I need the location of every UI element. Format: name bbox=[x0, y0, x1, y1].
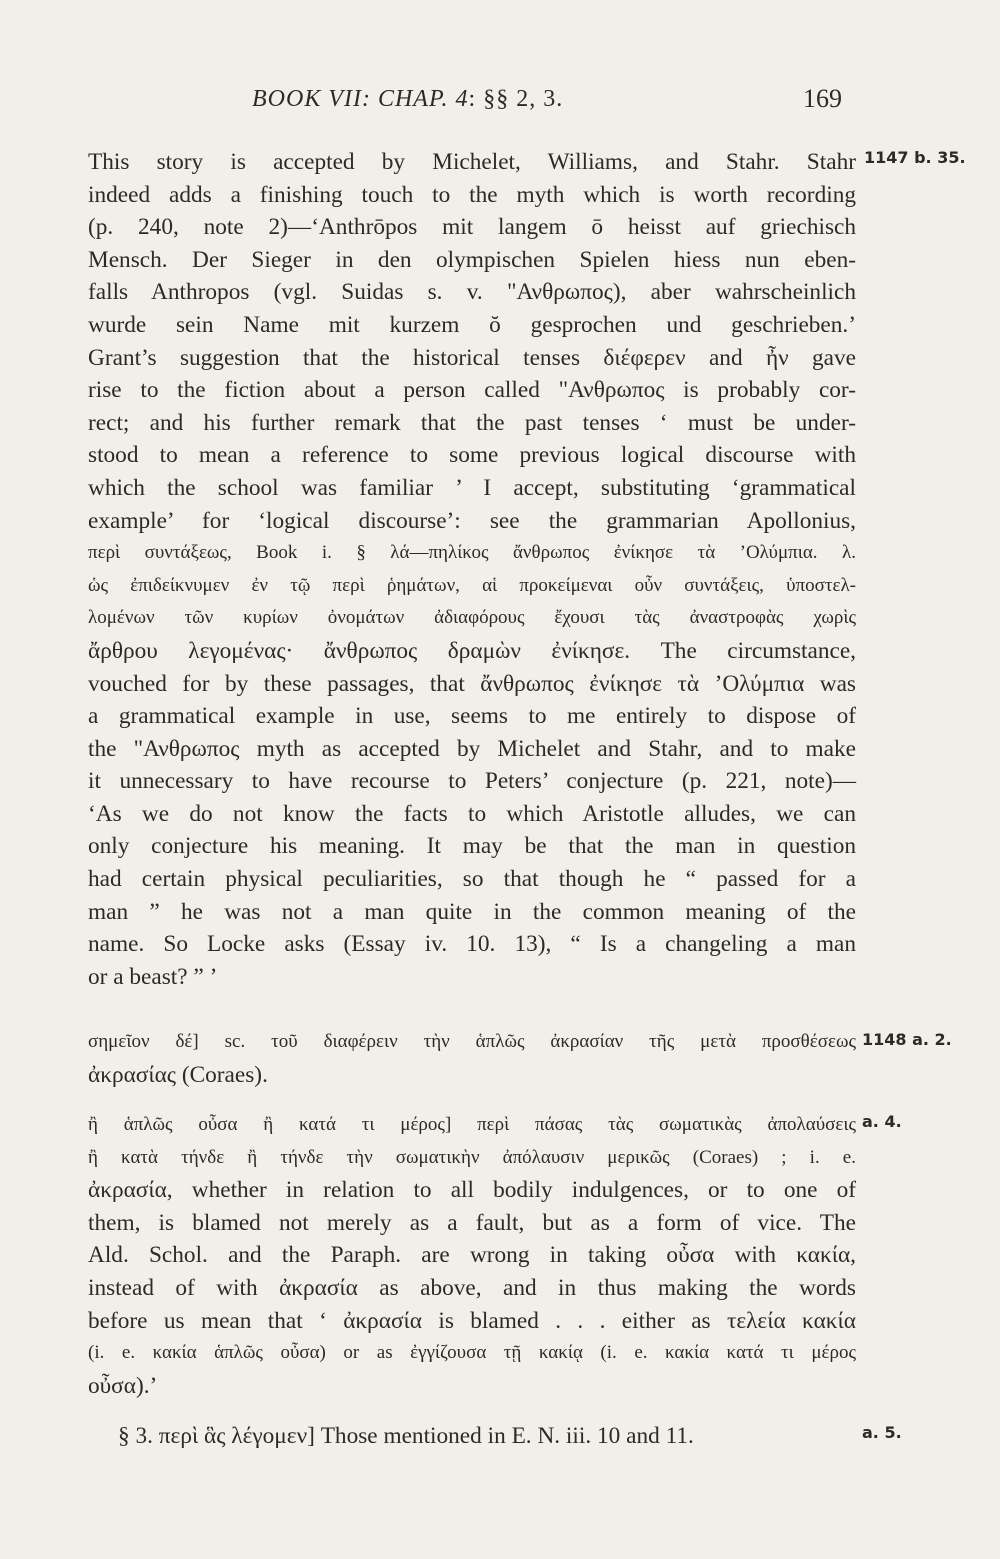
margin-reference: 1148 a. 2. bbox=[862, 1030, 952, 1049]
text-line: ἀκρασίας (Coraes). bbox=[88, 1061, 268, 1088]
greek-line: ὡς ἐπιδείκνυμεν ἐν τῷ περὶ ῥημάτων, αἱ προκείμεναι οὖν συντάξεις, ὑποστελ- bbox=[88, 574, 856, 596]
page-number: 169 bbox=[803, 84, 842, 113]
text-line: ἄρθρου λεγομένας· ἄνθρωπος δραμὼν ἐνίκησε. The circumstance, bbox=[88, 637, 856, 664]
running-head-sections: : §§ 2, 3. bbox=[468, 86, 564, 112]
text-line: instead of with ἀκρασία as above, and in thus making the words bbox=[88, 1274, 856, 1301]
margin-reference: 1147 b. 35. bbox=[864, 148, 966, 167]
text-line: Grant’s suggestion that the historical tenses διέφερεν and ἦν gave bbox=[88, 344, 856, 371]
text-line: rise to the fiction about a person called "Ανθρωπος is probably cor- bbox=[88, 377, 856, 404]
text-line: had certain physical peculiarities, so that though he “ passed for a bbox=[88, 866, 856, 893]
text-line: (p. 240, note 2)—‘Anthrōpos mit langem ō heisst auf griechisch bbox=[88, 214, 856, 241]
greek-line: λομένων τῶν κυρίων ὀνομάτων ἀδιαφόρους ἔχουσι τὰς ἀναστροφὰς χωρὶς bbox=[88, 607, 856, 629]
running-head-title: BOOK VII: CHAP. 4 bbox=[252, 86, 469, 112]
text-line: rect; and his further remark that the past tenses ‘ must be under- bbox=[88, 409, 856, 436]
text-line: Mensch. Der Sieger in den olympischen Spielen hiess nun eben- bbox=[88, 246, 856, 273]
text-line: This story is accepted by Michelet, Williams, and Stahr. Stahr bbox=[88, 149, 856, 175]
commentary-paragraph-4 bbox=[118, 1420, 818, 1453]
text-line: ἀκρασία, whether in relation to all bodily indulgences, or to one of bbox=[88, 1177, 856, 1204]
lemma-line: σημεῖον δέ] sc. τοῦ διαφέρειν τὴν ἁπλῶς ἀκρασίαν τῆς μετὰ προσθέσεως bbox=[88, 1031, 856, 1052]
text-line: falls Anthropos (vgl. Suidas s. v. "Ανθρωπος), aber wahrscheinlich bbox=[88, 279, 856, 306]
text-line: wurde sein Name mit kurzem ŏ gesprochen und geschrieben.’ bbox=[88, 311, 856, 338]
commentary-paragraph-1 bbox=[88, 146, 856, 993]
text-line: § 3. περὶ ἃς λέγομεν] Those mentioned in E. N. iii. 10 and 11. bbox=[118, 1423, 694, 1449]
text-line: οὖσα).’ bbox=[88, 1372, 158, 1399]
greek-line: περὶ συντάξεως, Book i. § λά—πηλίκος ἄνθρωπος ἐνίκησε τὰ ’Ολύμπια. λ. bbox=[88, 542, 856, 564]
text-line: stood to mean a reference to some previous logical discourse with bbox=[88, 442, 856, 469]
margin-reference: a. 4. bbox=[862, 1112, 902, 1131]
text-line: or a beast? ” ’ bbox=[88, 963, 218, 990]
text-line: the "Ανθρωπος myth as accepted by Michelet and Stahr, and to make bbox=[88, 735, 856, 762]
text-line: before us mean that ‘ ἀκρασία is blamed . . . either as τελεία κακία bbox=[88, 1307, 856, 1334]
lemma-line: ἢ ἁπλῶς οὖσα ἢ κατά τι μέρος] περὶ πάσας τὰς σωματικὰς ἀπολαύσεις bbox=[88, 1114, 856, 1135]
text-line: example’ for ‘logical discourse’: see the grammarian Apollonius, bbox=[88, 507, 856, 534]
text-line: ‘As we do not know the facts to which Aristotle alludes, we can bbox=[88, 800, 856, 827]
greek-line: (i. e. κακία ἁπλῶς οὖσα) or as ἐγγίζουσα τῇ κακίᾳ (i. e. κακία κατά τι μέρος bbox=[88, 1342, 856, 1364]
text-line: man ” he was not a man quite in the common meaning of the bbox=[88, 898, 856, 925]
running-head bbox=[252, 86, 852, 113]
text-line: only conjecture his meaning. It may be that the man in question bbox=[88, 833, 856, 860]
commentary-paragraph-2 bbox=[88, 1026, 856, 1091]
greek-line: ἢ κατὰ τήνδε ἢ τήνδε τὴν σωματικὴν ἀπόλαυσιν μερικῶς (Coraes) ; i. e. bbox=[88, 1146, 856, 1168]
text-line: Ald. Schol. and the Paraph. are wrong in taking οὖσα with κακία, bbox=[88, 1242, 856, 1269]
commentary-paragraph-3 bbox=[88, 1109, 856, 1402]
text-line: which the school was familiar ’ I accept, substituting ‘grammatical bbox=[88, 474, 856, 501]
text-line: them, is blamed not merely as a fault, but as a form of vice. The bbox=[88, 1209, 856, 1236]
text-line: it unnecessary to have recourse to Peters’ conjecture (p. 221, note)— bbox=[88, 768, 856, 795]
text-line: a grammatical example in use, seems to me entirely to dispose of bbox=[88, 703, 856, 730]
text-line: vouched for by these passages, that ἄνθρωπος ἐνίκησε τὰ ’Ολύμπια was bbox=[88, 670, 856, 697]
text-line: name. So Locke asks (Essay iv. 10. 13), “ Is a changeling a man bbox=[88, 931, 856, 958]
margin-reference: a. 5. bbox=[862, 1423, 902, 1442]
text-line: indeed adds a finishing touch to the myth which is worth recording bbox=[88, 181, 856, 208]
